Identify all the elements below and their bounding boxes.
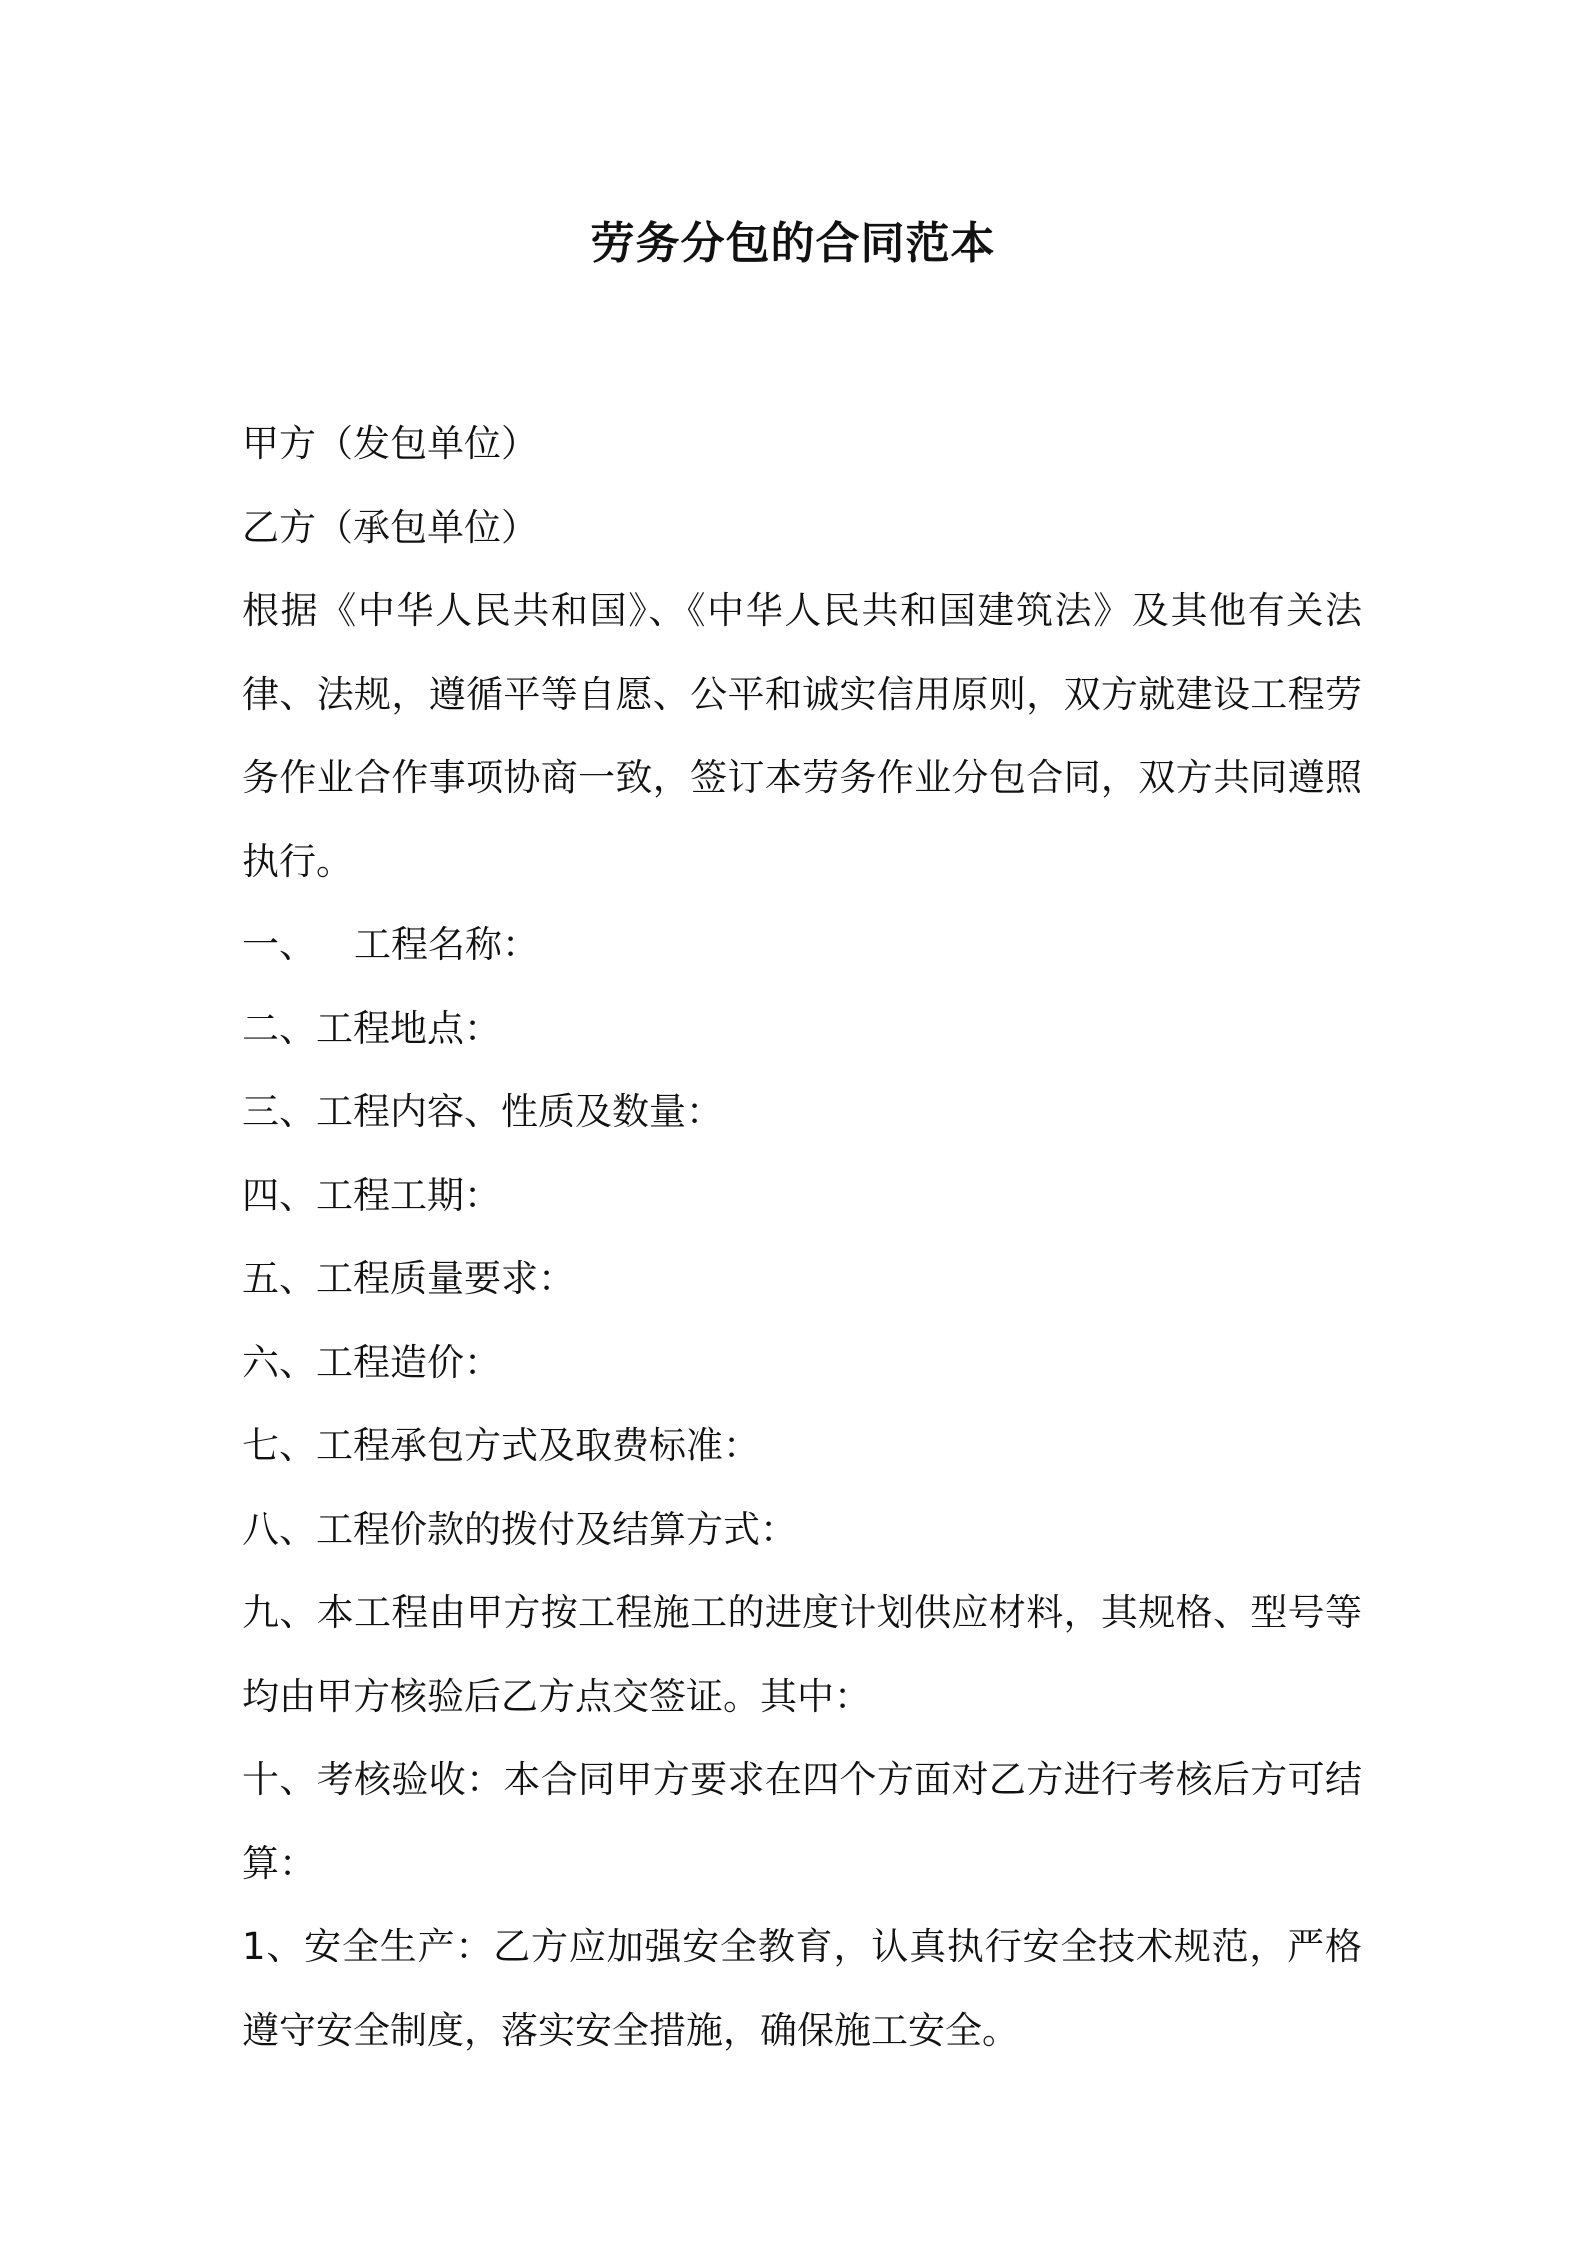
clause-10: 十、考核验收：本合同甲方要求在四个方面对乙方进行考核后方可结算： [242, 1758, 1362, 1885]
party-a-line: 甲方（发包单位） [242, 422, 538, 465]
clause-4: 四、工程工期： [242, 1173, 501, 1217]
clause-10-item-1: 1、安全生产：乙方应加强安全教育，认真执行安全技术规范，严格遵守安全制度，落实安全措施，确保施工安全。 [242, 1925, 1362, 2052]
clause-9: 九、本工程由甲方按工程施工的进度计划供应材料，其规格、型号等均由甲方核验后乙方点交签证。其中： [242, 1591, 1362, 1718]
party-b-line: 乙方（承包单位） [242, 505, 538, 549]
document-title: 劳务分包的合同范本 [590, 218, 996, 269]
clause-8: 八、工程价款的拨付及结算方式： [242, 1507, 797, 1551]
clause-1-text: 工程名称： [354, 923, 539, 966]
clause-2: 二、工程地点： [242, 1006, 501, 1050]
document-body [242, 402, 1362, 2072]
clause-7: 七、工程承包方式及取费标准： [242, 1424, 760, 1467]
clause-1-number: 一、 [242, 923, 316, 966]
clause-3: 三、工程内容、性质及数量： [242, 1090, 723, 1133]
clause-1 [242, 903, 1362, 987]
preamble-paragraph: 根据《中华人民共和国》、《中华人民共和国建筑法》及其他有关法律、法规，遵循平等自愿、公平和诚实信用原则，双方就建设工程劳务作业合作事项协商一致，签订本劳务作业分包合同，双方共同遵照执行。 [242, 589, 1362, 883]
clause-5: 五、工程质量要求： [242, 1257, 575, 1300]
clause-6: 六、工程造价： [242, 1340, 501, 1384]
